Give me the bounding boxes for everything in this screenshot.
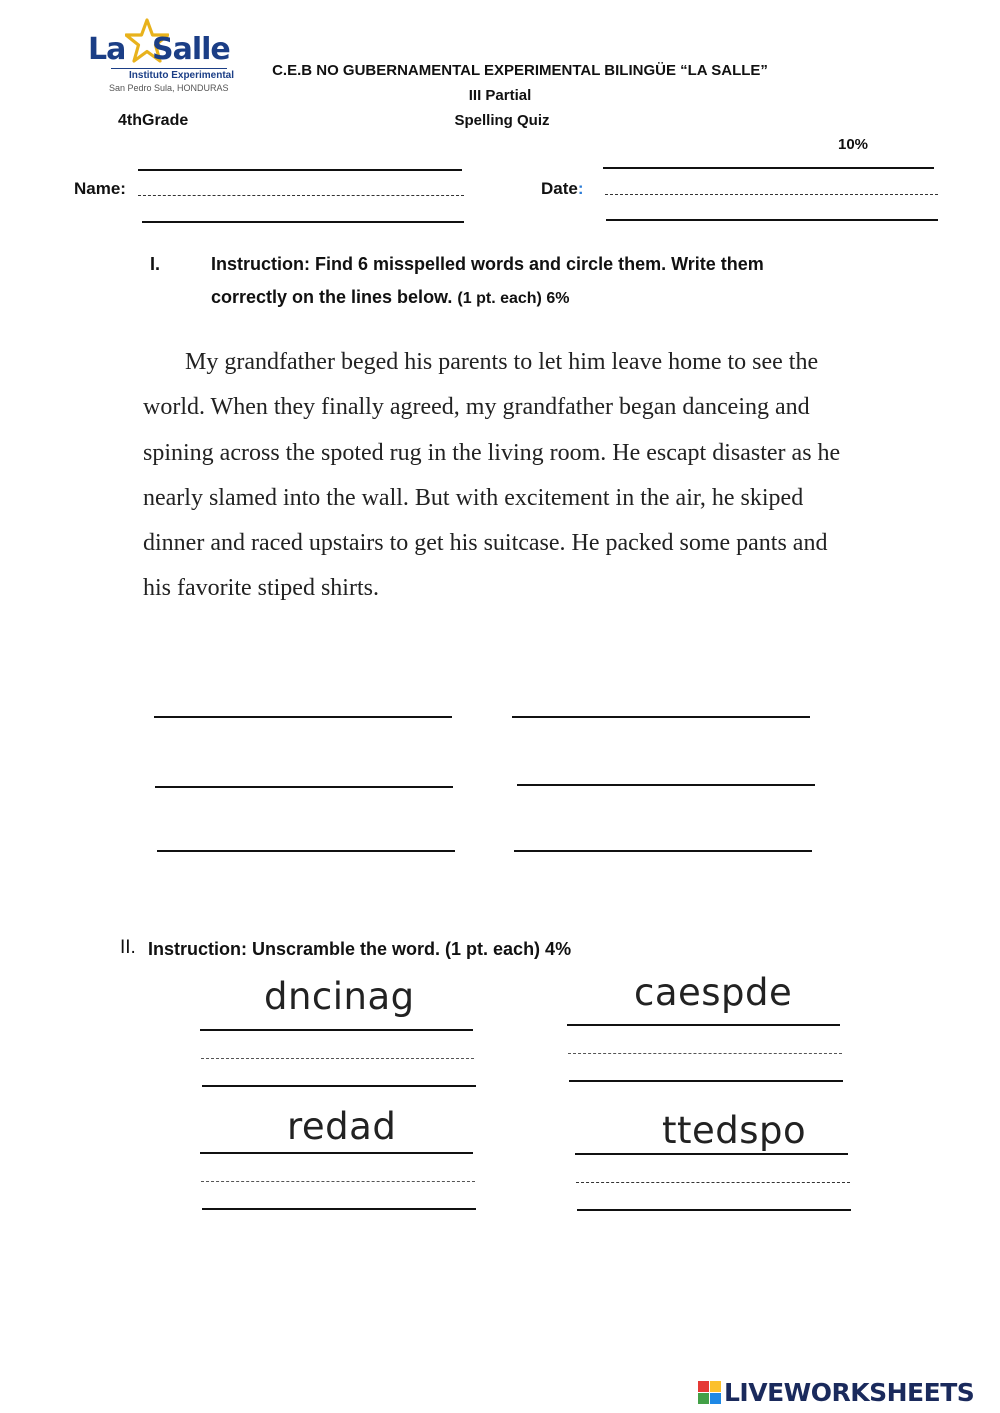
logo-subtitle: Instituto Experimental	[129, 70, 235, 81]
date-label	[541, 179, 584, 199]
word4-line-top	[575, 1153, 848, 1155]
school-logo	[85, 18, 235, 98]
answer-line-3[interactable]	[155, 786, 453, 788]
section2-number: II.	[120, 937, 136, 958]
answer-line-1[interactable]	[154, 716, 452, 718]
logo-divider	[111, 68, 227, 69]
word3-line-top	[200, 1152, 473, 1154]
name-line-bottom	[142, 221, 464, 223]
section1-instruction-text: correctly on the lines below.	[211, 287, 453, 307]
liveworksheets-blocks-icon	[698, 1381, 722, 1405]
section1-points: (1 pt. each) 6%	[457, 290, 570, 307]
grade-label: 4thGrade	[118, 112, 189, 129]
word2-line-top	[567, 1024, 840, 1026]
section1-instruction-line2	[211, 287, 569, 308]
section1-instruction-line1: Instruction: Find 6 misspelled words and circle them. Write them	[211, 254, 764, 274]
date-line-bottom	[606, 219, 938, 221]
logo-brand-right: Salle	[152, 32, 230, 67]
scrambled-word-2: caespde	[634, 971, 793, 1014]
word2-line-bottom	[569, 1080, 843, 1082]
scrambled-word-3: redad	[287, 1105, 397, 1148]
logo-brand-left: La	[88, 32, 126, 67]
answer-line-5[interactable]	[157, 850, 455, 852]
logo-location: San Pedro Sula, HONDURAS	[109, 83, 229, 93]
section2-instruction: Instruction: Unscramble the word. (1 pt. each) 4%	[148, 939, 572, 959]
partial-label: III Partial	[468, 87, 532, 104]
word4-line-bottom	[577, 1209, 851, 1211]
answer-line-2[interactable]	[512, 716, 810, 718]
date-label-colon: :	[577, 179, 584, 198]
scrambled-word-1: dncinag	[264, 975, 415, 1018]
liveworksheets-brand: LIVEWORKSHEETS	[724, 1378, 975, 1407]
spelling-passage	[143, 340, 843, 612]
passage-text: My grandfather beged his parents to let him leave home to see the world. When they finally agreed, my grandfather began danceing and spining across the spoted rug in the living room. He escapt disaster as he nearly slamed into the wall. But with excitement in the air, he skiped dinner and raced upstairs to get his suitcase. He packed some pants and his favorite stiped shirts.	[143, 349, 841, 602]
word1-answer-field[interactable]	[201, 1058, 474, 1059]
word3-answer-field[interactable]	[201, 1181, 475, 1182]
name-label: Name:	[74, 179, 126, 198]
word2-answer-field[interactable]	[568, 1053, 842, 1054]
school-name: C.E.B NO GUBERNAMENTAL EXPERIMENTAL BILINGÜE “LA SALLE”	[272, 62, 768, 79]
word4-answer-field[interactable]	[576, 1182, 850, 1183]
answer-line-4[interactable]	[517, 784, 815, 786]
word1-line-bottom	[202, 1085, 476, 1087]
word3-line-bottom	[202, 1208, 476, 1210]
name-line-top	[138, 169, 462, 171]
date-line-top	[603, 167, 934, 169]
answer-line-6[interactable]	[514, 850, 812, 852]
name-field[interactable]	[138, 195, 464, 196]
date-field[interactable]	[605, 194, 938, 195]
date-label-text: Date	[541, 179, 578, 198]
word1-line-top	[200, 1029, 473, 1031]
percent-label: 10%	[838, 136, 869, 153]
quiz-title: Spelling Quiz	[454, 112, 550, 129]
section1-number: I.	[150, 254, 161, 274]
scrambled-word-4: ttedspo	[662, 1109, 807, 1152]
